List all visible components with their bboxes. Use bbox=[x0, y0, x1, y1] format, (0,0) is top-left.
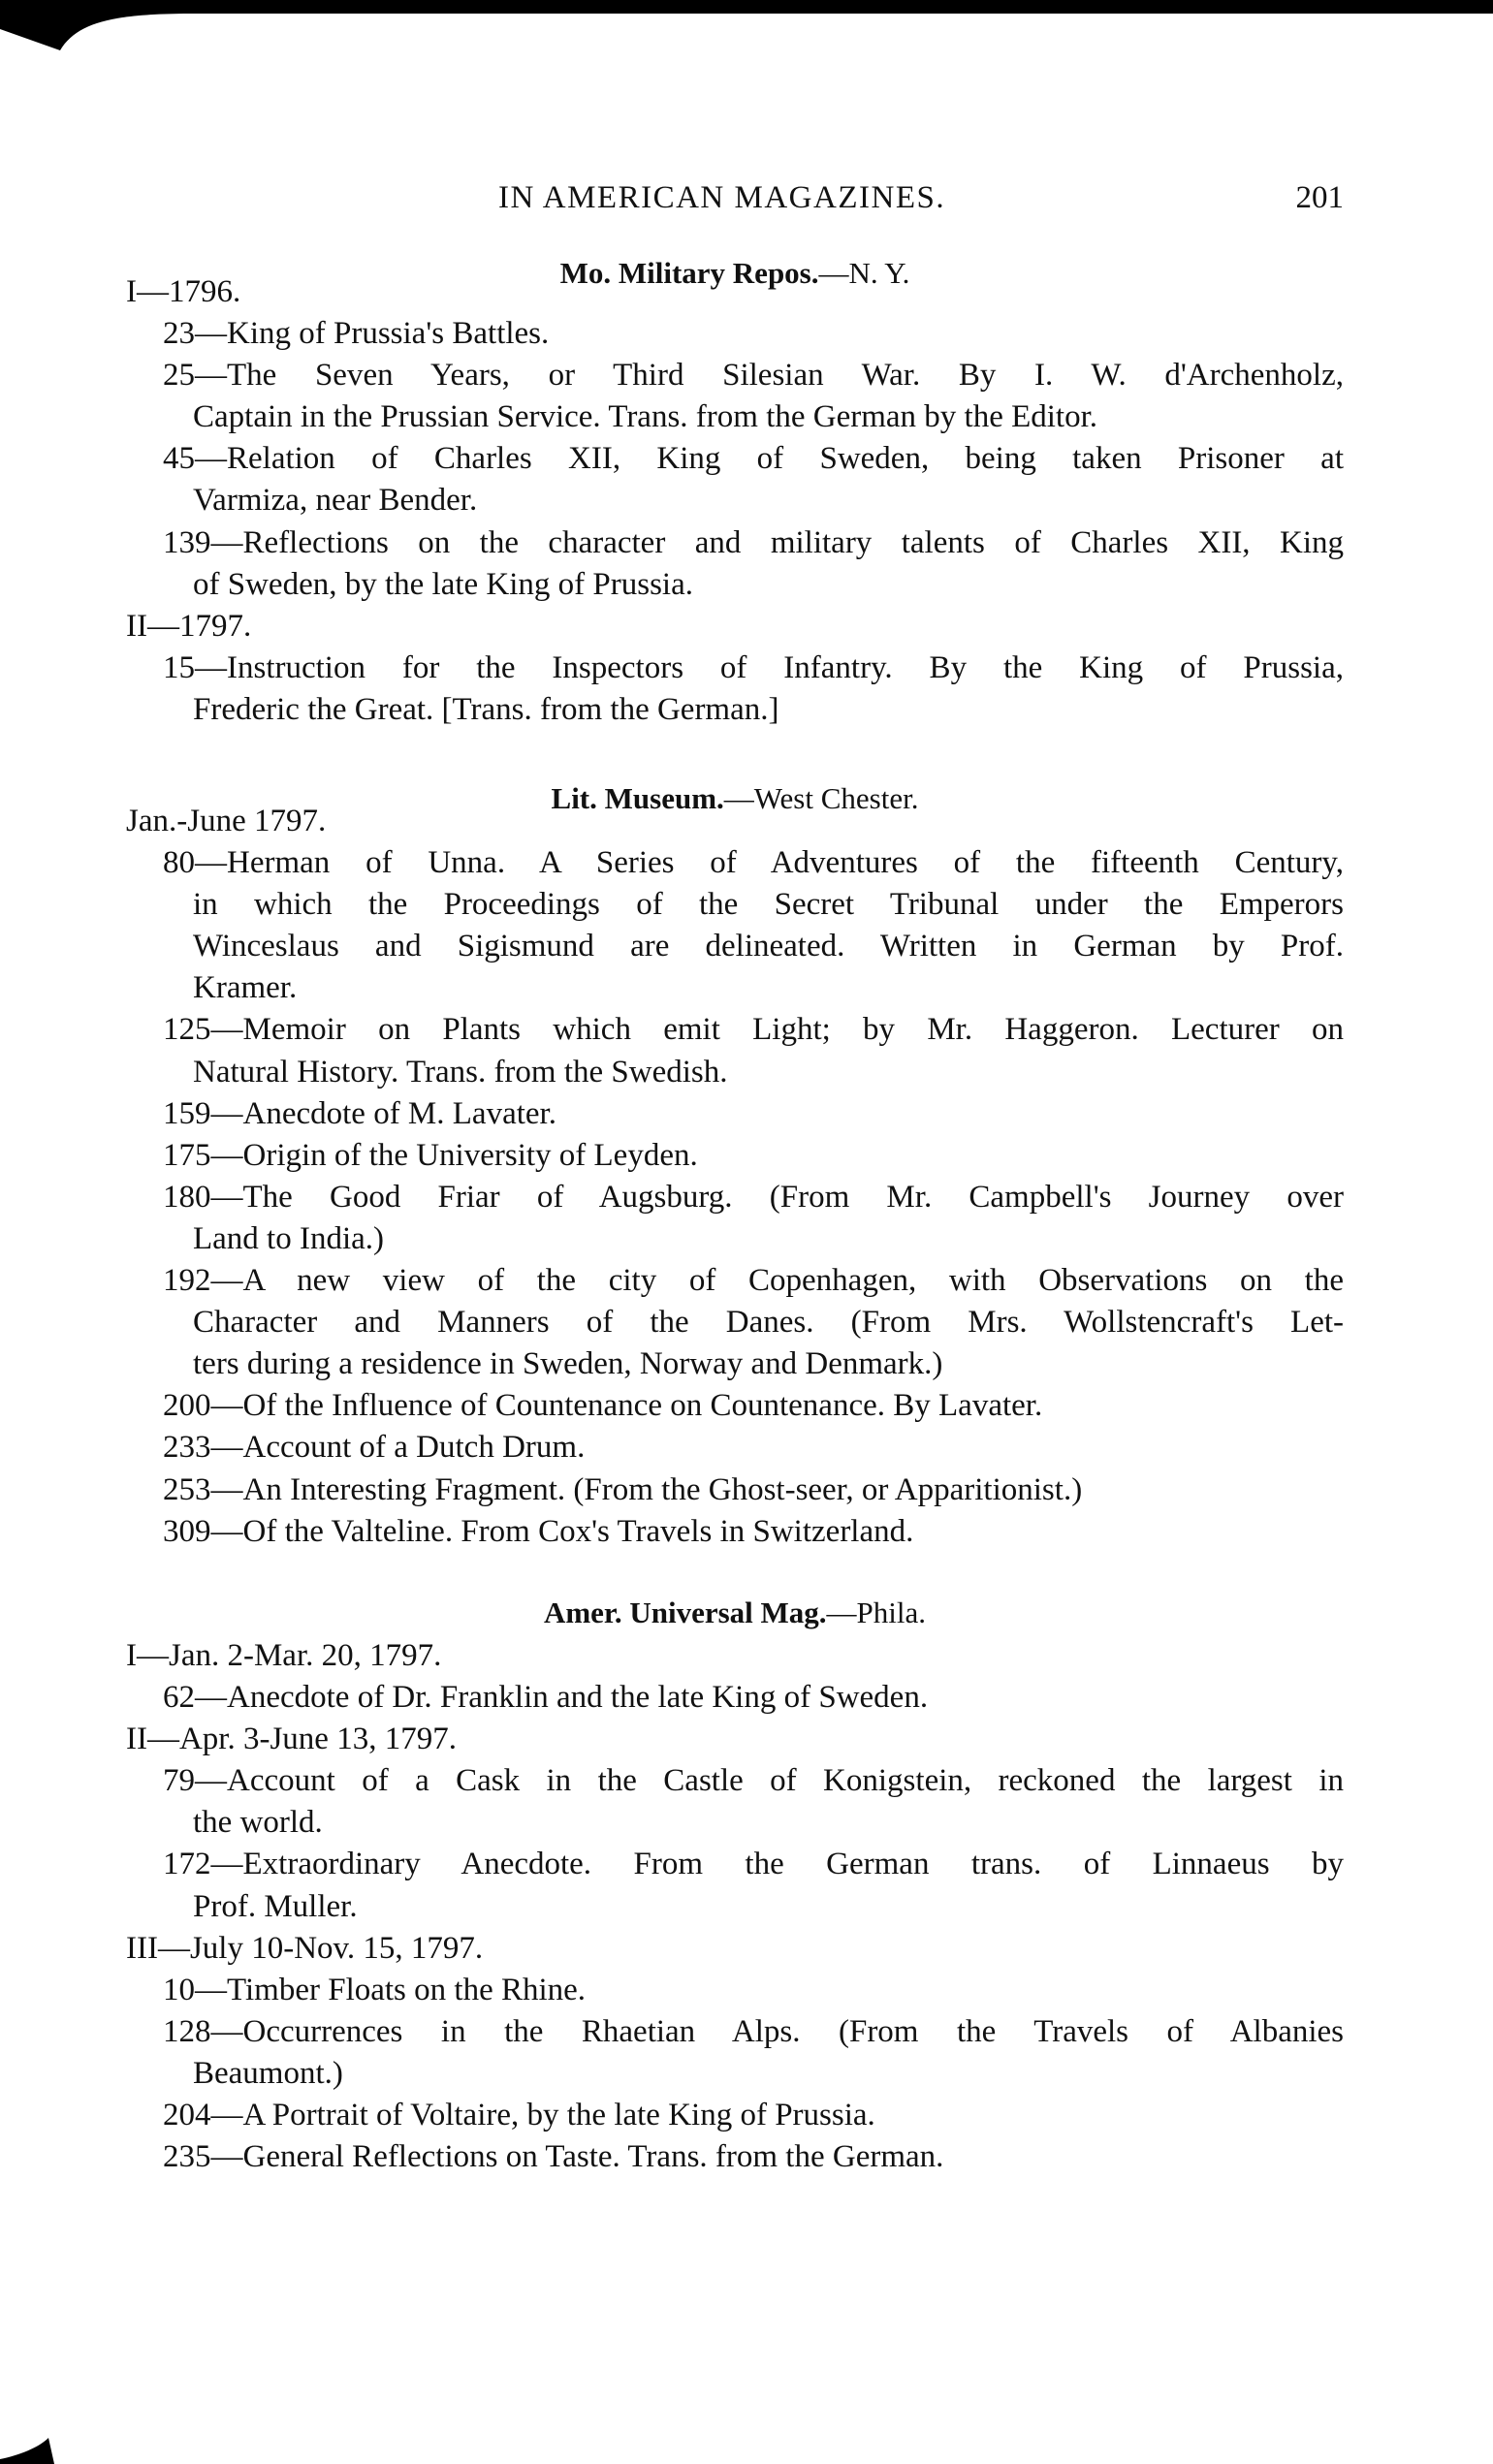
article-entry bbox=[0, 1427, 1493, 1469]
entry-continuation-line: the world. bbox=[193, 1805, 323, 1841]
entry-continuation-line: Beaumont.) bbox=[193, 2055, 343, 2091]
entry-continuation-line: Captain in the Prussian Service. Trans. from the German by the Editor. bbox=[193, 399, 1098, 435]
entry-continuation-line: Varmiza, near Bender. bbox=[193, 483, 478, 519]
entry-continuation-line: Land to India.) bbox=[193, 1220, 385, 1256]
entry-continuation-line: Natural History. Trans. from the Swedish. bbox=[193, 1054, 728, 1090]
article-entry bbox=[0, 2095, 1493, 2136]
article-entry bbox=[0, 355, 1493, 438]
page-number: 201 bbox=[1295, 180, 1344, 215]
entry-first-line: 172—Extraordinary Anecdote. From the German trans. of Linnaeus by bbox=[163, 1847, 1344, 1882]
section-body bbox=[0, 1635, 1493, 2178]
volume-label: I—Jan. 2-Mar. 20, 1797. bbox=[126, 1638, 442, 1673]
article-entry bbox=[0, 1511, 1493, 1553]
entry-first-line: 62—Anecdote of Dr. Franklin and the late King of Sweden. bbox=[163, 1680, 929, 1716]
article-entry bbox=[0, 1177, 1493, 1260]
article-entry bbox=[0, 2011, 1493, 2095]
article-entry bbox=[0, 1009, 1493, 1092]
magazine-place: —Phila. bbox=[826, 1595, 927, 1629]
entry-first-line: 159—Anecdote of M. Lavater. bbox=[163, 1095, 556, 1131]
entry-first-line: 25—The Seven Years, or Third Silesian War. By I. W. d'Archenholz, bbox=[163, 358, 1344, 394]
article-entry bbox=[0, 313, 1493, 355]
article-entry bbox=[0, 1970, 1493, 2011]
volume-label: I—1796. bbox=[126, 274, 241, 309]
entry-first-line: 80—Herman of Unna. A Series of Adventures of the fifteenth Century, bbox=[163, 845, 1344, 881]
article-entry bbox=[0, 1093, 1493, 1135]
entry-first-line: 79—Account of a Cask in the Castle of Konigstein, reckoned the largest in bbox=[163, 1763, 1344, 1799]
entry-continuation-line: Winceslaus and Sigismund are delineated. Written in German by Prof. bbox=[193, 929, 1344, 964]
entry-first-line: 15—Instruction for the Inspectors of Infantry. By the King of Prussia, bbox=[163, 649, 1344, 685]
magazine-title: Amer. Universal Mag. bbox=[543, 1595, 827, 1629]
article-entry bbox=[0, 1844, 1493, 1927]
volume-label: III—July 10-Nov. 15, 1797. bbox=[126, 1930, 484, 1966]
article-entry bbox=[0, 1760, 1493, 1844]
article-entry bbox=[0, 1135, 1493, 1177]
entry-first-line: 235—General Reflections on Taste. Trans. from the German. bbox=[163, 2139, 944, 2175]
article-entry bbox=[0, 1677, 1493, 1719]
article-entry bbox=[0, 1469, 1493, 1511]
section-body bbox=[0, 271, 1493, 731]
entry-continuation-line: ters during a residence in Sweden, Norway and Denmark.) bbox=[193, 1346, 943, 1382]
magazine-title: Mo. Military Repos. bbox=[559, 256, 819, 290]
article-entry bbox=[0, 648, 1493, 731]
magazine-place: —West Chester. bbox=[723, 781, 919, 815]
entry-first-line: 128—Occurrences in the Rhaetian Alps. (From the Travels of Albanies bbox=[163, 2013, 1344, 2049]
entry-first-line: 233—Account of a Dutch Drum. bbox=[163, 1430, 586, 1466]
bottom-corner-ornament bbox=[0, 2438, 78, 2464]
magazine-title: Lit. Museum. bbox=[551, 781, 724, 815]
entry-first-line: 180—The Good Friar of Augsburg. (From Mr. Campbell's Journey over bbox=[163, 1179, 1344, 1215]
entry-continuation-line: Character and Manners of the Danes. (From Mrs. Wollstencraft's Let- bbox=[193, 1305, 1344, 1341]
entry-continuation-line: Prof. Muller. bbox=[193, 1888, 358, 1924]
entry-continuation-line: of Sweden, by the late King of Prussia. bbox=[193, 566, 693, 602]
magazine-heading bbox=[0, 1592, 1470, 1634]
magazine-place: —N. Y. bbox=[818, 256, 910, 290]
running-title: IN AMERICAN MAGAZINES. bbox=[498, 180, 946, 215]
article-entry bbox=[0, 2136, 1493, 2178]
volume-label: Jan.-June 1797. bbox=[126, 804, 327, 838]
entry-first-line: 10—Timber Floats on the Rhine. bbox=[163, 1972, 587, 2007]
article-entry bbox=[0, 438, 1493, 521]
top-border-ornament bbox=[0, 0, 1493, 58]
entry-continuation-line: Kramer. bbox=[193, 970, 298, 1006]
article-entry bbox=[0, 1385, 1493, 1427]
volume-label: II—Apr. 3-June 13, 1797. bbox=[126, 1722, 457, 1757]
entry-first-line: 125—Memoir on Plants which emit Light; by Mr. Haggeron. Lecturer on bbox=[163, 1012, 1344, 1048]
entry-first-line: 309—Of the Valteline. From Cox's Travels in Switzerland. bbox=[163, 1513, 914, 1549]
section-body bbox=[0, 801, 1493, 1553]
entry-first-line: 253—An Interesting Fragment. (From the Ghost-seer, or Apparitionist.) bbox=[163, 1471, 1083, 1507]
entry-first-line: 139—Reflections on the character and military talents of Charles XII, King bbox=[163, 524, 1344, 560]
article-entry bbox=[0, 1260, 1493, 1385]
article-entry bbox=[0, 842, 1493, 1009]
entry-continuation-line: in which the Proceedings of the Secret Tribunal under the Emperors bbox=[193, 887, 1344, 923]
volume-label: II—1797. bbox=[126, 608, 252, 644]
entry-first-line: 23—King of Prussia's Battles. bbox=[163, 316, 550, 352]
entry-first-line: 45—Relation of Charles XII, King of Sweden, being taken Prisoner at bbox=[163, 441, 1344, 477]
entry-first-line: 200—Of the Influence of Countenance on Countenance. By Lavater. bbox=[163, 1388, 1043, 1424]
entry-first-line: 192—A new view of the city of Copenhagen, with Observations on the bbox=[163, 1263, 1344, 1299]
entry-continuation-line: Frederic the Great. [Trans. from the German.] bbox=[193, 691, 779, 727]
entry-first-line: 175—Origin of the University of Leyden. bbox=[163, 1137, 698, 1173]
article-entry bbox=[0, 522, 1493, 606]
entry-first-line: 204—A Portrait of Voltaire, by the late King of Prussia. bbox=[163, 2098, 875, 2133]
